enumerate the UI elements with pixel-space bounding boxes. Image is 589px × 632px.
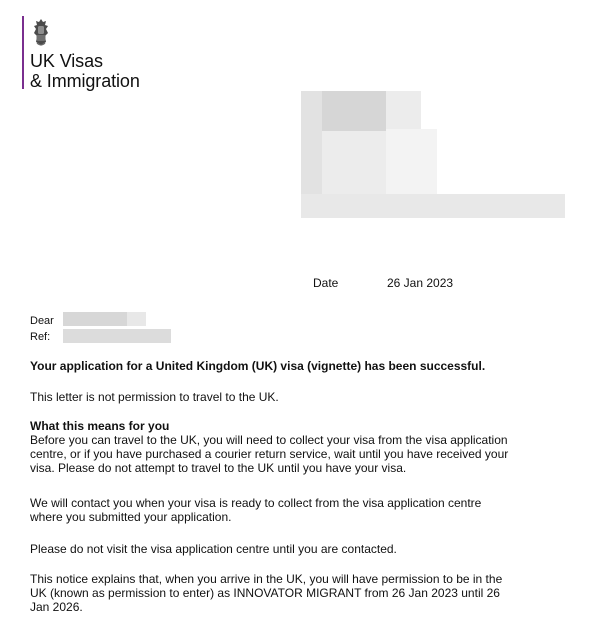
redacted-address-segment bbox=[386, 129, 437, 194]
redacted-recipient-name bbox=[63, 312, 127, 326]
uk-visas-immigration-brand bbox=[22, 16, 182, 92]
dear-label: Dear bbox=[30, 315, 54, 327]
reference-label: Ref: bbox=[30, 331, 51, 343]
entry-permission-line-1: This notice explains that, when you arrive in the UK, you will have permission to be in the bbox=[30, 572, 503, 586]
collection-instructions-line-1: Before you can travel to the UK, you will need to collect your visa from the visa application bbox=[30, 433, 508, 447]
contact-notice-line-1: We will contact you when your visa is ready to collect from the visa application centre bbox=[30, 496, 482, 510]
redacted-address-segment bbox=[386, 91, 421, 129]
section-heading: What this means for you bbox=[30, 419, 170, 433]
collection-instructions-line-2: centre, or if you have purchased a courier return service, wait until you have received your bbox=[30, 447, 509, 461]
entry-permission-line-3: Jan 2026. bbox=[30, 600, 83, 614]
brand-title bbox=[30, 51, 140, 91]
success-headline: Your application for a United Kingdom (UK) visa (vignette) has been successful. bbox=[30, 359, 486, 373]
visit-warning-text: Please do not visit the visa application centre until you are contacted. bbox=[30, 542, 397, 556]
brand-title-line-2: & Immigration bbox=[30, 71, 140, 91]
brand-accent-line bbox=[22, 16, 24, 89]
entry-permission-line-2: UK (known as permission to enter) as INNOVATOR MIGRANT from 26 Jan 2023 until 26 bbox=[30, 586, 500, 600]
collection-instructions-line-3: visa. Please do not attempt to travel to the UK until you have your visa. bbox=[30, 461, 407, 475]
royal-crest-icon bbox=[30, 18, 52, 48]
travel-warning-text: This letter is not permission to travel to the UK. bbox=[30, 390, 279, 404]
collection-instructions bbox=[30, 433, 568, 475]
redacted-recipient-name bbox=[127, 312, 146, 326]
date-value: 26 Jan 2023 bbox=[387, 276, 454, 290]
redacted-address-segment bbox=[322, 131, 386, 194]
redacted-address-segment bbox=[301, 194, 565, 218]
entry-permission-text bbox=[30, 572, 568, 614]
contact-notice bbox=[30, 496, 568, 524]
redacted-reference-value bbox=[63, 329, 171, 343]
contact-notice-line-2: where you submitted your application. bbox=[30, 510, 232, 524]
brand-title-line-1: UK Visas bbox=[30, 51, 103, 71]
date-label: Date bbox=[313, 276, 339, 290]
redacted-address-segment bbox=[322, 91, 386, 131]
